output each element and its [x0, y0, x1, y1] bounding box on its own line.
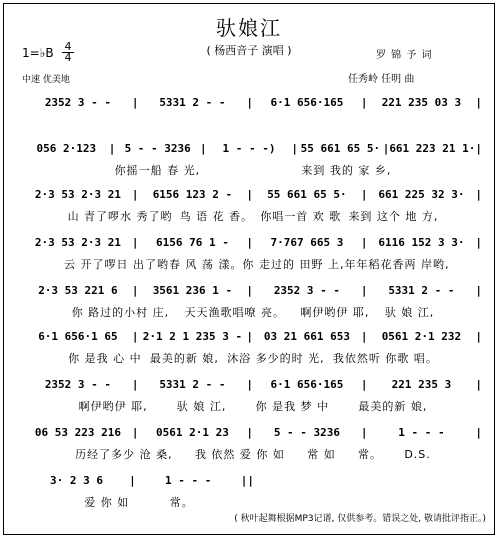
measure: 6116 152 3 3· [378, 235, 465, 249]
notation-row [24, 228, 482, 256]
measure: 6·1 656·165 [270, 95, 344, 109]
lyric-phrase: 云 开了啰日 出了哟 [64, 258, 169, 271]
barline: | [360, 377, 368, 391]
barline: | [475, 377, 482, 391]
measure: 6156 123 2 - [152, 187, 233, 201]
barline: | [291, 141, 298, 155]
lyric-row [24, 350, 482, 366]
lyric-phrase: 常 如 [307, 448, 336, 461]
barline: | [360, 425, 368, 439]
lyric-phrase: 历经了多少 沧 桑, [75, 448, 173, 461]
lyric-phrase: 最美的新 娘, [149, 352, 219, 365]
lyric-phrase: 你 是我 心 中 [68, 352, 142, 365]
lyric-row [24, 162, 482, 178]
barline: | [131, 187, 139, 201]
score-system [24, 180, 482, 226]
barline: | [246, 283, 253, 297]
lyric-row [24, 398, 482, 414]
lyric-phrase: 沐浴 多少的时 光, [227, 352, 325, 365]
notation-row [24, 134, 482, 162]
measure: 5331 2 - - [159, 95, 226, 109]
lyric-phrase: 爱 你 如 [84, 496, 130, 509]
measure: 5331 2 - - [388, 283, 455, 297]
lyric-phrase: 鸟 语 花 香。 [179, 210, 254, 223]
measure: 55 661 65 5· [267, 187, 347, 201]
barline: | [360, 95, 368, 109]
lyric-phrase: 你 路过的小村 庄, [71, 306, 170, 319]
measure: 2·1 2 1 235 3 - [142, 329, 243, 343]
lyric-phrase: D.S. [404, 447, 431, 461]
lyric-row [24, 494, 254, 510]
barline: || [240, 473, 254, 487]
notation-row [24, 418, 482, 446]
measure: 6·1 656·1 65 [38, 329, 118, 343]
time-signature [62, 42, 74, 63]
measure: 7·767 665 3 [270, 235, 344, 249]
measure: 2352 3 - - [44, 377, 112, 391]
measure: 2·3 53 2·3 21 [34, 235, 121, 249]
barline: | [246, 95, 253, 109]
barline: | [360, 235, 368, 249]
barline: | [131, 425, 139, 439]
lyricist-credit: 罗 锦 予 词 [376, 50, 433, 61]
lyric-row [24, 304, 482, 320]
score-system [24, 276, 482, 322]
measure: 2·3 53 221 6 [38, 283, 118, 297]
barline: | [200, 141, 207, 155]
barline: | [475, 425, 482, 439]
score-system [24, 88, 482, 134]
barline: | [475, 187, 482, 201]
notation-row [24, 322, 482, 350]
lyric-phrase: 春 风 荡 漾。 [169, 258, 243, 271]
barline: | [246, 377, 253, 391]
measure: 2352 3 - - [273, 283, 341, 297]
lyric-phrase: 山 青了啰水 秀了哟 [67, 210, 173, 223]
measure: 5331 2 - - [159, 377, 226, 391]
lyric-phrase: 驮 娘 江, [176, 400, 227, 413]
measure: 056 2·123 [36, 141, 97, 155]
lyric-row [24, 116, 482, 132]
measure: 1 - - - [165, 473, 212, 487]
measure: 6·1 656·165 [270, 377, 344, 391]
lyric-phrase: 你摇一船 春 光, [114, 164, 201, 177]
barline: | [360, 187, 368, 201]
score-system [24, 134, 482, 180]
score-sheet [3, 3, 495, 535]
footnote: ( 秋叶起舞根据MP3记谱, 仅供参考。错误之处, 敬请批评指正。) [234, 514, 486, 524]
measure: 5 - - 3236 [273, 425, 341, 439]
performer-line: ( 杨西音子 演唱 ) [206, 44, 292, 57]
barline: | [246, 235, 253, 249]
lyric-phrase: 我依然听 你歌 唱。 [332, 352, 438, 365]
measure: 221 235 3 [391, 377, 452, 391]
lyric-phrase: 来到 这个 地 方, [348, 210, 439, 223]
barline: | [246, 425, 253, 439]
measure: 0561 2·1 232 [381, 329, 462, 343]
lyric-phrase: 常。 [169, 496, 194, 509]
measure: 2352 3 - - [44, 95, 112, 109]
lyric-phrase: 最美的新 娘, [358, 400, 428, 413]
lyric-row [24, 256, 482, 272]
barline: | [360, 283, 368, 297]
measure: 55 661 65 5· [300, 141, 381, 155]
notation-row [24, 466, 254, 494]
measure: 1 - - - [398, 425, 445, 439]
measure: 661 225 32 3· [378, 187, 465, 201]
notation-row [24, 370, 482, 398]
notation-row [24, 88, 482, 116]
lyric-phrase: 啊伊哟伊 耶, [78, 400, 148, 413]
lyric-row [24, 446, 482, 462]
barline: | [131, 329, 139, 343]
barline: | [108, 141, 116, 155]
meter-bottom: 4 [62, 52, 74, 63]
measure: 3561 236 1 - [152, 283, 233, 297]
lyric-phrase: 驮 娘 江, [384, 306, 435, 319]
tempo-marking: 中速 优美地 [22, 75, 70, 85]
measure: 3· 2 3 6 [50, 473, 104, 487]
barline: | [475, 95, 482, 109]
notation-row [24, 276, 482, 304]
barline: | [382, 141, 390, 155]
barline: | [131, 377, 139, 391]
lyric-phrase: 天天渔歌唱嘹 亮。 [184, 306, 286, 319]
measure: 03 21 661 653 [263, 329, 350, 343]
measure: 661 223 21 1· [389, 141, 476, 155]
barline: | [246, 187, 253, 201]
lyric-phrase: 啊伊哟伊 耶, [300, 306, 370, 319]
measure: 0561 2·1 23 [156, 425, 229, 439]
lyric-phrase: 你唱一首 欢 歌 [260, 210, 342, 223]
composer-credit: 任秀岭 任明 曲 [348, 74, 415, 85]
lyric-phrase: 年年稻花香两 岸哟, [344, 258, 450, 271]
barline: | [246, 329, 253, 343]
score-system [24, 228, 482, 274]
barline: | [131, 283, 139, 297]
barline: | [131, 95, 139, 109]
song-title: 驮娘江 [216, 16, 282, 40]
barline: | [475, 283, 482, 297]
key-signature: 1=♭B [22, 46, 54, 60]
lyric-row [24, 208, 482, 224]
lyric-phrase: 你 走过的 田野 上, [242, 258, 345, 271]
barline: | [131, 235, 139, 249]
credits [348, 44, 433, 92]
measure: 6156 76 1 - [156, 235, 229, 249]
score-system [24, 322, 482, 368]
measure: 221 235 03 3 [381, 95, 462, 109]
lyric-phrase: 常。 [358, 448, 383, 461]
meter-top: 4 [64, 40, 72, 53]
notation-row [24, 180, 482, 208]
lyric-phrase: 我 依然 爱 你 如 [194, 448, 285, 461]
measure: 1 - - -) [222, 141, 276, 155]
barline: | [129, 473, 136, 487]
barline: | [360, 329, 368, 343]
lyric-phrase: 你 是我 梦 中 [255, 400, 330, 413]
measure: 2·3 53 2·3 21 [34, 187, 121, 201]
score-system [24, 466, 254, 512]
barline: | [475, 141, 483, 155]
measure: 06 53 223 216 [34, 425, 121, 439]
lyric-phrase: 来到 我的 家 乡, [301, 164, 392, 177]
barline: | [475, 329, 482, 343]
measure: 5 - - 3236 [124, 141, 191, 155]
score-system [24, 370, 482, 416]
score-system [24, 418, 482, 464]
barline: | [475, 235, 482, 249]
